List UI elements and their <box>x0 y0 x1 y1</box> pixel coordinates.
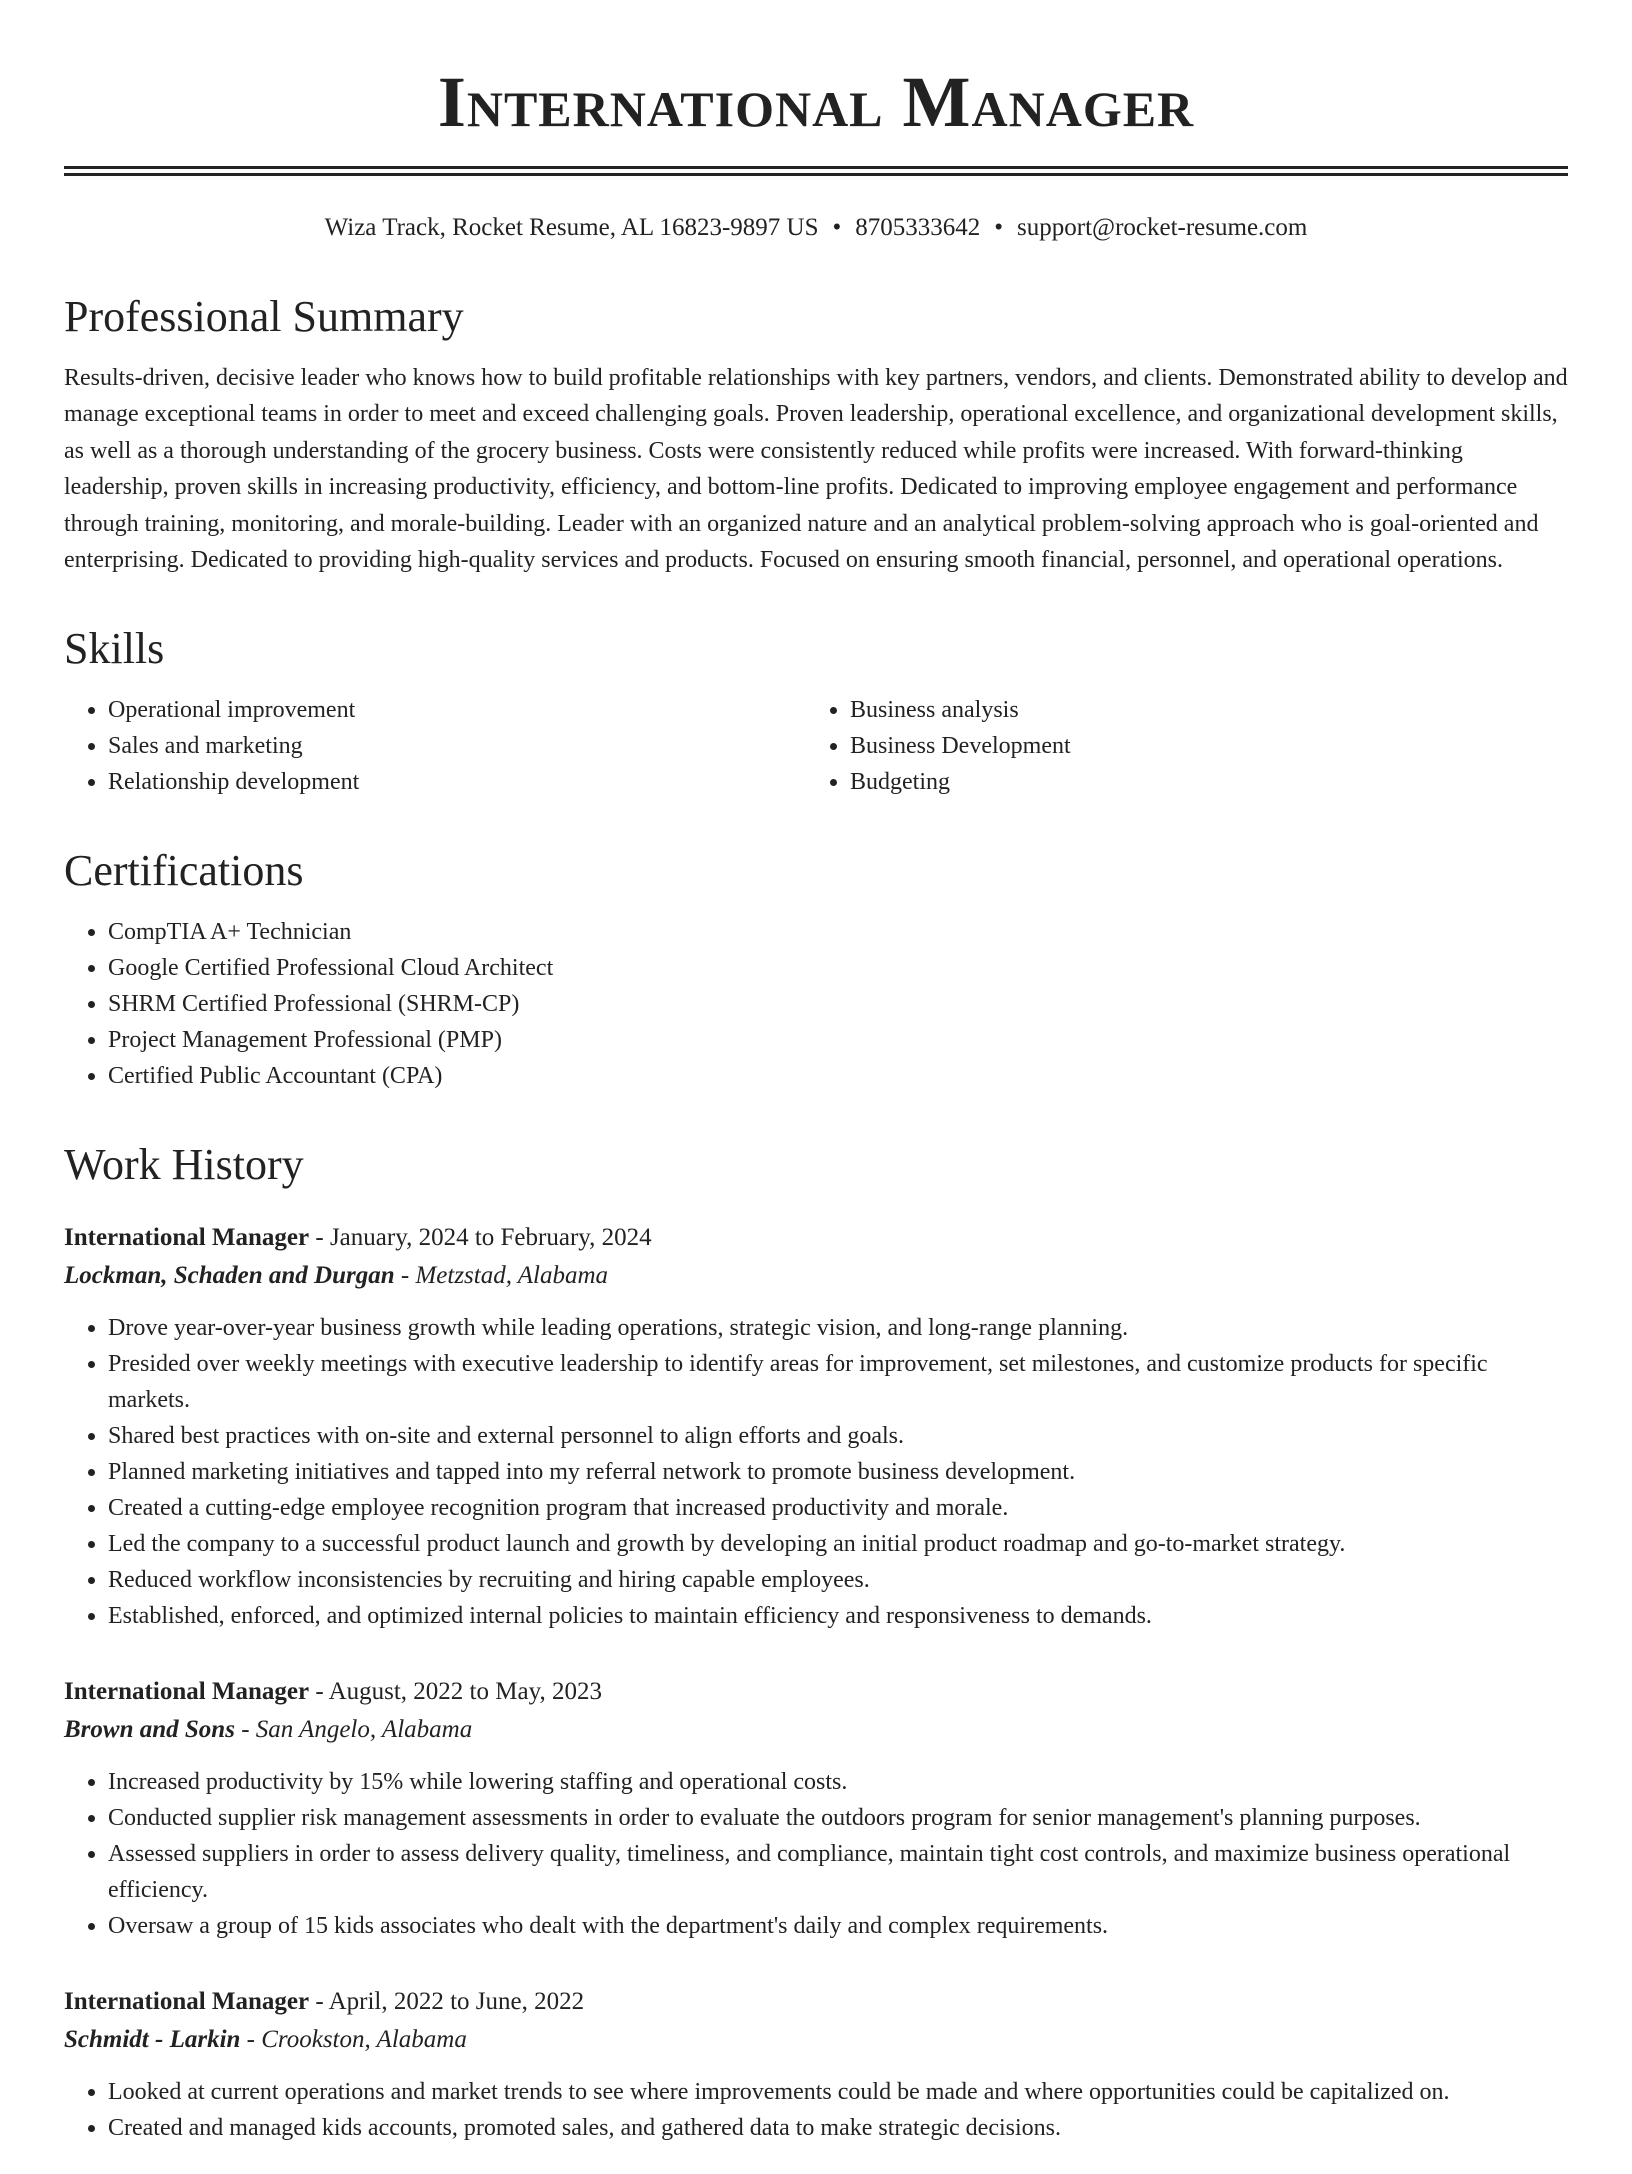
job-location: - San Angelo, Alabama <box>234 1716 473 1744</box>
contact-address: Wiza Track, Rocket Resume, AL 16823-9897 US <box>324 214 819 241</box>
skills-list-right <box>806 692 1568 800</box>
job-title-line <box>64 1984 1568 2020</box>
contact-line <box>64 212 1568 244</box>
contact-separator: • <box>832 214 842 241</box>
summary-text: Results-driven, decisive leader who knows how to build profitable relationships with key partners, vendors, and clients. Demonstrated ability to develop and manage exceptional teams in order to meet and exceed challenging goals. Proven leadership, operational excellence, and organizational development skills, as well as a thorough understanding of the grocery business. Costs were consistently reduced while profits were increased. With forward-thinking leadership, proven skills in increasing productivity, efficiency, and bottom-line profits. Dedicated to improving employee engagement and performance through training, monitoring, and morale-building. Leader with an organized nature and an analytical problem-solving approach who is goal-oriented and enterprising. Dedicated to providing high-quality services and products. Focused on ensuring smooth financial, personnel, and operational operations. <box>64 365 1568 574</box>
summary-heading: Professional Summary <box>64 292 464 341</box>
job-entry <box>64 1674 1568 1944</box>
certification-item: • CompTIA A+ Technician <box>108 914 1568 950</box>
skills-list-left <box>64 692 806 800</box>
job-company-line <box>64 2020 1568 2060</box>
job-bullet: • Shared best practices with on-site and external personnel to align efforts and goals. <box>108 1418 1568 1454</box>
job-bullet: • Drove year-over-year business growth while leading operations, strategic vision, and long-range planning. <box>108 1310 1568 1346</box>
job-title: International Manager <box>64 1678 310 1706</box>
skill-item: • Relationship development <box>108 764 806 800</box>
job-bullet: • Created a cutting-edge employee recognition program that increased productivity and morale. <box>108 1490 1568 1526</box>
certifications-list <box>64 914 1568 1094</box>
contact-phone: 8705333642 <box>855 214 981 241</box>
job-company-line <box>64 1710 1568 1750</box>
contact-separator: • <box>994 214 1004 241</box>
job-bullet: • Assessed suppliers in order to assess delivery quality, timeliness, and compliance, maintain tight cost controls, and maximize business operational efficiency. <box>108 1836 1568 1908</box>
job-bullet: • Reduced workflow inconsistencies by recruiting and hiring capable employees. <box>108 1562 1568 1598</box>
certification-item: • SHRM Certified Professional (SHRM-CP) <box>108 986 1568 1022</box>
job-bullet: • Oversaw a group of 15 kids associates who dealt with the department's daily and complex requirements. <box>108 1908 1568 1944</box>
job-company: Brown and Sons <box>64 1716 235 1744</box>
job-dates: - April, 2022 to June, 2022 <box>309 1988 585 2016</box>
job-title: International Manager <box>64 1988 310 2016</box>
job-company-line <box>64 1256 1568 1296</box>
job-bullets <box>64 1764 1568 1944</box>
job-bullet: • Presided over weekly meetings with executive leadership to identify areas for improvement, set milestones, and customize products for specific markets. <box>108 1346 1568 1418</box>
job-dates: - January, 2024 to February, 2024 <box>309 1224 652 1252</box>
skills-heading: Skills <box>64 624 165 674</box>
certification-item: • Project Management Professional (PMP) <box>108 1022 1568 1058</box>
skills-grid <box>64 692 1568 800</box>
certification-item: • Certified Public Accountant (CPA) <box>108 1058 1568 1094</box>
job-bullet: • Planned marketing initiatives and tapped into my referral network to promote business development. <box>108 1454 1568 1490</box>
job-bullet: • Established, enforced, and optimized internal policies to maintain efficiency and responsiveness to demands. <box>108 1598 1568 1634</box>
header-divider <box>64 166 1568 176</box>
job-location: - Crookston, Alabama <box>240 2026 467 2054</box>
skill-item: • Business analysis <box>850 692 1568 728</box>
job-title: International Manager <box>64 1224 310 1252</box>
certifications-heading: Certifications <box>64 846 304 896</box>
job-title-line <box>64 1220 1568 1256</box>
job-bullet: • Created and managed kids accounts, promoted sales, and gathered data to make strategic decisions. <box>108 2110 1568 2146</box>
job-bullet: • Led the company to a successful product launch and growth by developing an initial product roadmap and go-to-market strategy. <box>108 1526 1568 1562</box>
job-bullets <box>64 2074 1568 2146</box>
skill-item: • Budgeting <box>850 764 1568 800</box>
job-entry <box>64 1984 1568 2146</box>
skill-item: • Operational improvement <box>108 692 806 728</box>
job-bullets <box>64 1310 1568 1634</box>
certification-item: • Google Certified Professional Cloud Architect <box>108 950 1568 986</box>
resume-page <box>0 62 1632 2174</box>
job-bullet: • Increased productivity by 15% while lowering staffing and operational costs. <box>108 1764 1568 1800</box>
job-dates: - August, 2022 to May, 2023 <box>309 1678 602 1706</box>
job-bullet: • Looked at current operations and market trends to see where improvements could be made and where opportunities could be capitalized on. <box>108 2074 1568 2110</box>
resume-name: International Manager <box>437 62 1195 142</box>
job-entry <box>64 1220 1568 1634</box>
job-company: Lockman, Schaden and Durgan <box>64 1262 395 1290</box>
job-location: - Metzstad, Alabama <box>394 1262 609 1290</box>
contact-email: support@rocket-resume.com <box>1017 214 1308 241</box>
skill-item: • Business Development <box>850 728 1568 764</box>
job-title-line <box>64 1674 1568 1710</box>
work-history-heading: Work History <box>64 1140 304 1190</box>
job-company: Schmidt - Larkin <box>64 2026 241 2054</box>
skill-item: • Sales and marketing <box>108 728 806 764</box>
job-bullet: • Conducted supplier risk management assessments in order to evaluate the outdoors program for senior management's planning purposes. <box>108 1800 1568 1836</box>
